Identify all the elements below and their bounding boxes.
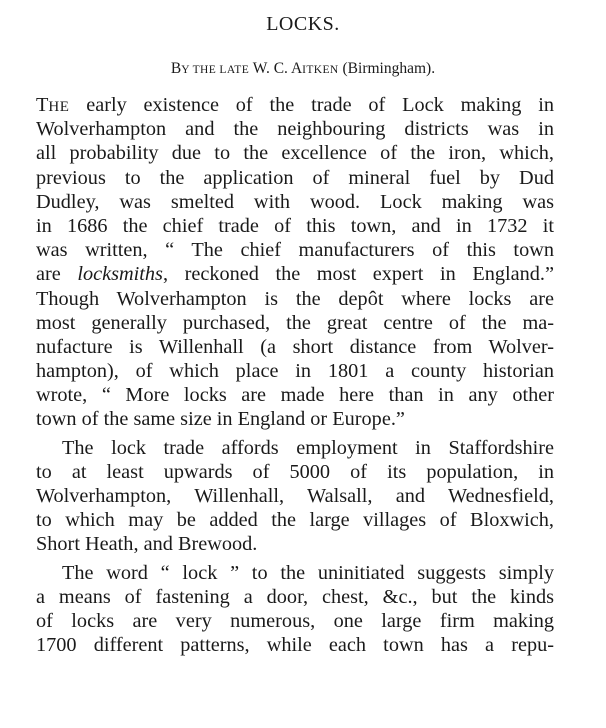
text-line: Though Wolverhampton is the depôt where locks are xyxy=(36,287,554,310)
text-line: all probability due to the excellence of the iron, which, xyxy=(36,142,554,165)
text-line: wrote, “ More locks are made here than in any other xyxy=(36,384,554,407)
text-line: previous to the application of mineral fuel by Dud xyxy=(36,166,554,189)
text-line xyxy=(36,93,554,117)
line-text: early existence of the trade of Lock making in xyxy=(69,94,554,116)
byline-prefix-smallcaps: Y THE LATE xyxy=(181,64,250,76)
drop-lead-smallcaps: HE xyxy=(48,99,70,115)
text-line: 1700 different patterns, while each town has a repu- xyxy=(36,634,554,657)
text-line: The word “ lock ” to the uninitiated suggests simply xyxy=(62,561,554,584)
byline-author-surname: ITKEN xyxy=(302,64,339,76)
text-line: in 1686 the chief trade of this town, and in 1732 it xyxy=(36,214,554,237)
article-title: LOCKS. xyxy=(266,13,340,35)
line-text-pre: are xyxy=(36,263,78,286)
text-line: was written, “ The chief manufacturers of this town xyxy=(36,239,554,262)
paragraph-3 xyxy=(36,561,554,658)
text-line xyxy=(36,262,554,286)
paragraph-1 xyxy=(36,93,554,432)
paragraph-2 xyxy=(36,436,554,557)
byline-place: (Birmingham). xyxy=(342,60,436,77)
italic-word: locksmiths xyxy=(77,263,163,286)
byline-prefix-cap: B xyxy=(170,60,182,77)
text-line: Wolverhampton and the neighbouring districts was in xyxy=(36,118,554,141)
text-line: Wolverhampton, Willenhall, Walsall, and Wednesfield, xyxy=(36,485,554,507)
byline xyxy=(0,58,606,81)
text-line: town of the same size in England or Europe.” xyxy=(36,408,405,431)
line-text: , reckoned the most expert in England.” xyxy=(162,263,554,286)
text-line: nufacture is Willenhall (a short distance from Wolver- xyxy=(36,335,554,358)
text-line: to which may be added the large villages of Bloxwich, xyxy=(36,509,554,532)
drop-lead-cap: T xyxy=(36,94,49,116)
text-line: Short Heath, and Brewood. xyxy=(36,533,258,556)
text-line: to at least upwards of 5000 of its population, in xyxy=(36,460,554,483)
text-line: Dudley, was smelted with wood. Lock making was xyxy=(36,190,554,213)
text-line: a means of fastening a door, chest, &c., but the kinds xyxy=(36,585,554,608)
article-body xyxy=(36,93,554,657)
text-line: The lock trade affords employment in Staffordshire xyxy=(62,436,554,459)
text-line: of locks are very numerous, one large firm making xyxy=(36,609,554,632)
byline-author-initials: W. C. A xyxy=(252,60,303,77)
text-line: most generally purchased, the great centre of the ma- xyxy=(36,311,554,334)
text-line: hampton), of which place in 1801 a county historian xyxy=(36,360,554,383)
